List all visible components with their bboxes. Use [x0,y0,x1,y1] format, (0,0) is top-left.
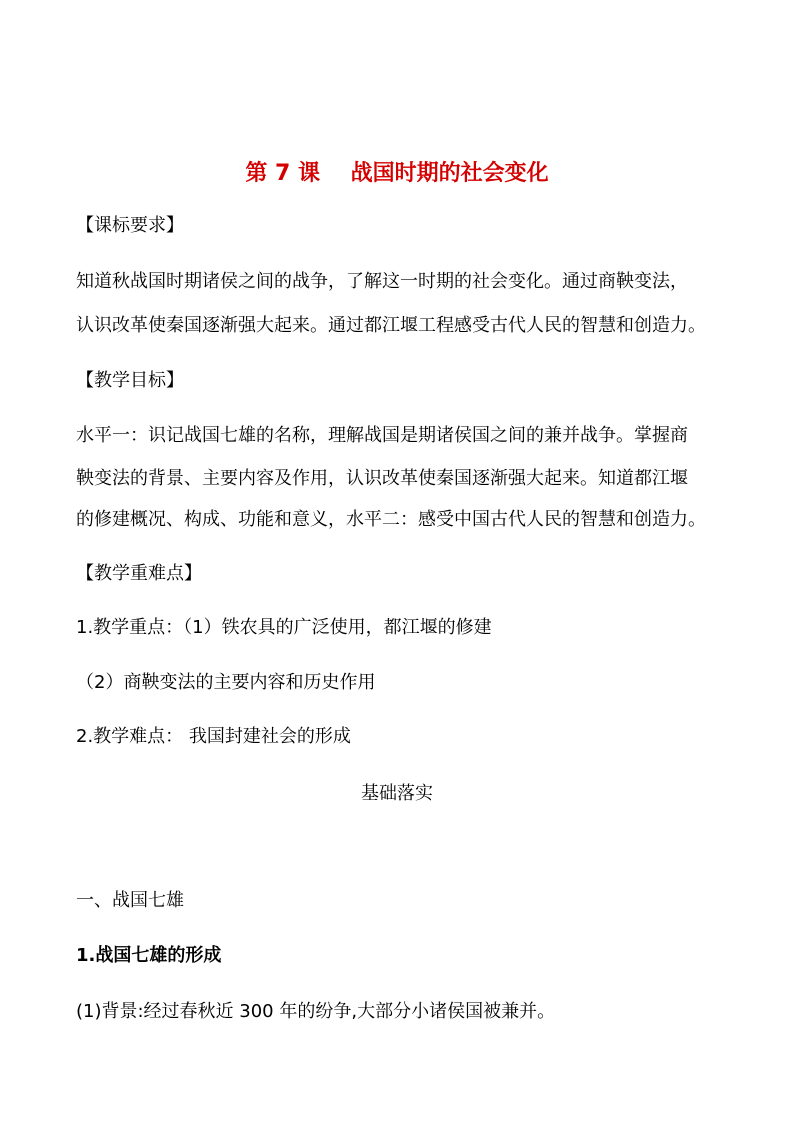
key-difficult-points-heading: 【教学重难点】 [76,563,202,584]
teaching-goals-text-line-2: 鞅变法的背景、主要内容及作用，认识改革使秦国逐渐强大起来。知道都江堰 [76,468,688,489]
teaching-goals-heading: 【教学目标】 [76,370,184,391]
part-one-heading: 一、战国七雄 [76,890,184,911]
curriculum-standard-heading: 【课标要求】 [76,215,184,236]
curriculum-standard-text-line-1: 知道秋战国时期诸侯之间的战争，了解这一时期的社会变化。通过商鞅变法， [76,271,688,292]
part-one-subheading: 1.战国七雄的形成 [76,945,222,966]
teaching-goals-text-line-1: 水平一：识记战国七雄的名称，理解战国是期诸侯国之间的兼并战争。掌握商 [76,425,688,446]
part-one-background: (1)背景:经过春秋近 300 年的纷争,大部分小诸侯国被兼并。 [76,1001,556,1022]
curriculum-standard-text-line-2: 认识改革使秦国逐渐强大起来。通过都江堰工程感受古代人民的智慧和创造力。 [76,315,706,336]
difficult-point: 2.教学难点： 我国封建社会的形成 [76,726,351,747]
teaching-goals-text-line-3: 的修建概况、构成、功能和意义，水平二：感受中国古代人民的智慧和创造力。 [76,509,706,530]
lesson-title: 第 7 课 战国时期的社会变化 [245,161,549,186]
key-point-1: 1.教学重点：（1）铁农具的广泛使用，都江堰的修建 [76,617,492,638]
key-point-2: （2）商鞅变法的主要内容和历史作用 [76,672,376,693]
basics-section-label: 基础落实 [361,783,433,804]
